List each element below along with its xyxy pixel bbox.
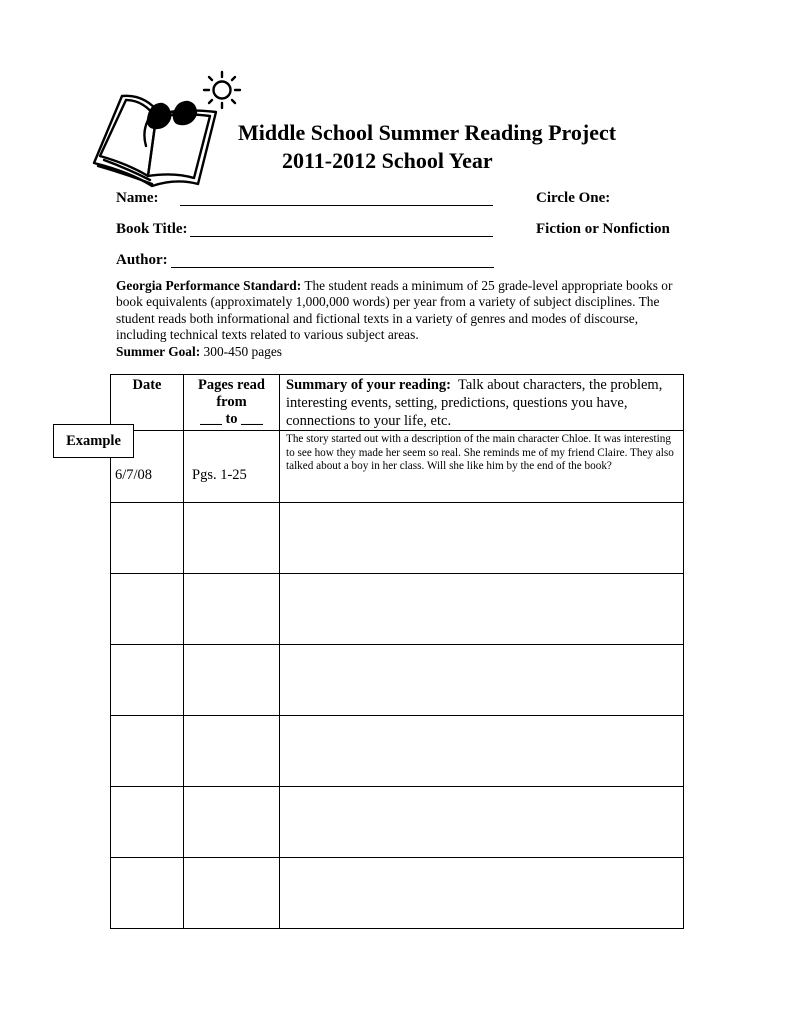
circle-one-label: Circle One: bbox=[536, 190, 611, 206]
table-row bbox=[111, 787, 684, 858]
summary-cell[interactable] bbox=[280, 574, 684, 645]
standard-text: The student reads a minimum of 25 grade-level appropriate books or book equivalents (approximately 1,000,000 words) per year from a variety of subject disciplines. The student reads both informational and fictional texts in a variety of genres and modes of discourse, including technical texts related to various subject areas. bbox=[116, 278, 673, 343]
page-title: Middle School Summer Reading Project bbox=[238, 120, 617, 145]
name-field[interactable] bbox=[180, 205, 493, 206]
pages-cell[interactable] bbox=[184, 645, 280, 716]
table-row bbox=[111, 503, 684, 574]
book-title-field[interactable] bbox=[190, 236, 493, 237]
author-label: Author: bbox=[116, 252, 168, 268]
pages-cell[interactable] bbox=[184, 503, 280, 574]
summary-cell[interactable] bbox=[280, 858, 684, 929]
pages-cell[interactable] bbox=[184, 787, 280, 858]
table-row bbox=[111, 858, 684, 929]
date-cell[interactable] bbox=[111, 503, 184, 574]
fiction-nonfiction-options[interactable]: Fiction or Nonfiction bbox=[536, 221, 670, 237]
example-row bbox=[111, 431, 684, 503]
book-sunglasses-sun-icon bbox=[90, 68, 250, 200]
table-row bbox=[111, 645, 684, 716]
example-badge: Example bbox=[53, 424, 134, 458]
pages-cell[interactable] bbox=[184, 574, 280, 645]
table-row bbox=[111, 574, 684, 645]
book-title-label: Book Title: bbox=[116, 221, 188, 237]
table-header-row bbox=[111, 375, 684, 431]
example-pages: Pgs. 1-25 bbox=[184, 431, 280, 503]
date-cell[interactable] bbox=[111, 645, 184, 716]
date-header: Date bbox=[111, 375, 184, 431]
author-field[interactable] bbox=[171, 267, 494, 268]
name-label: Name: bbox=[116, 190, 159, 206]
example-date: 6/7/08 bbox=[111, 431, 184, 503]
reading-log-table bbox=[110, 374, 684, 929]
standard-label: Georgia Performance Standard: bbox=[116, 278, 302, 293]
summer-goal-value: 300-450 pages bbox=[203, 343, 283, 359]
pages-cell[interactable] bbox=[184, 858, 280, 929]
summary-cell[interactable] bbox=[280, 716, 684, 787]
performance-standard bbox=[116, 278, 676, 360]
table-row bbox=[111, 716, 684, 787]
summary-cell[interactable] bbox=[280, 645, 684, 716]
summer-goal-label: Summer Goal: bbox=[116, 343, 201, 359]
date-cell[interactable] bbox=[111, 787, 184, 858]
date-cell[interactable] bbox=[111, 574, 184, 645]
pages-cell[interactable] bbox=[184, 716, 280, 787]
pages-header: Pages read from ___ to ___ bbox=[184, 375, 280, 431]
summary-header: Summary of your reading: Talk about characters, the problem, interesting events, setting, predictions, questions you have, connections to your life, etc. bbox=[280, 375, 684, 431]
summary-cell[interactable] bbox=[280, 503, 684, 574]
summary-cell[interactable] bbox=[280, 787, 684, 858]
date-cell[interactable] bbox=[111, 858, 184, 929]
example-summary: The story started out with a description of the main character Chloe. It was interesting to see how they made her seem so real. She reminds me of my friend Claire. They also talked about a boy in her class. Will she like him by the end of the book? bbox=[280, 431, 684, 503]
page-subtitle: 2011-2012 School Year bbox=[282, 148, 493, 173]
date-cell[interactable] bbox=[111, 716, 184, 787]
